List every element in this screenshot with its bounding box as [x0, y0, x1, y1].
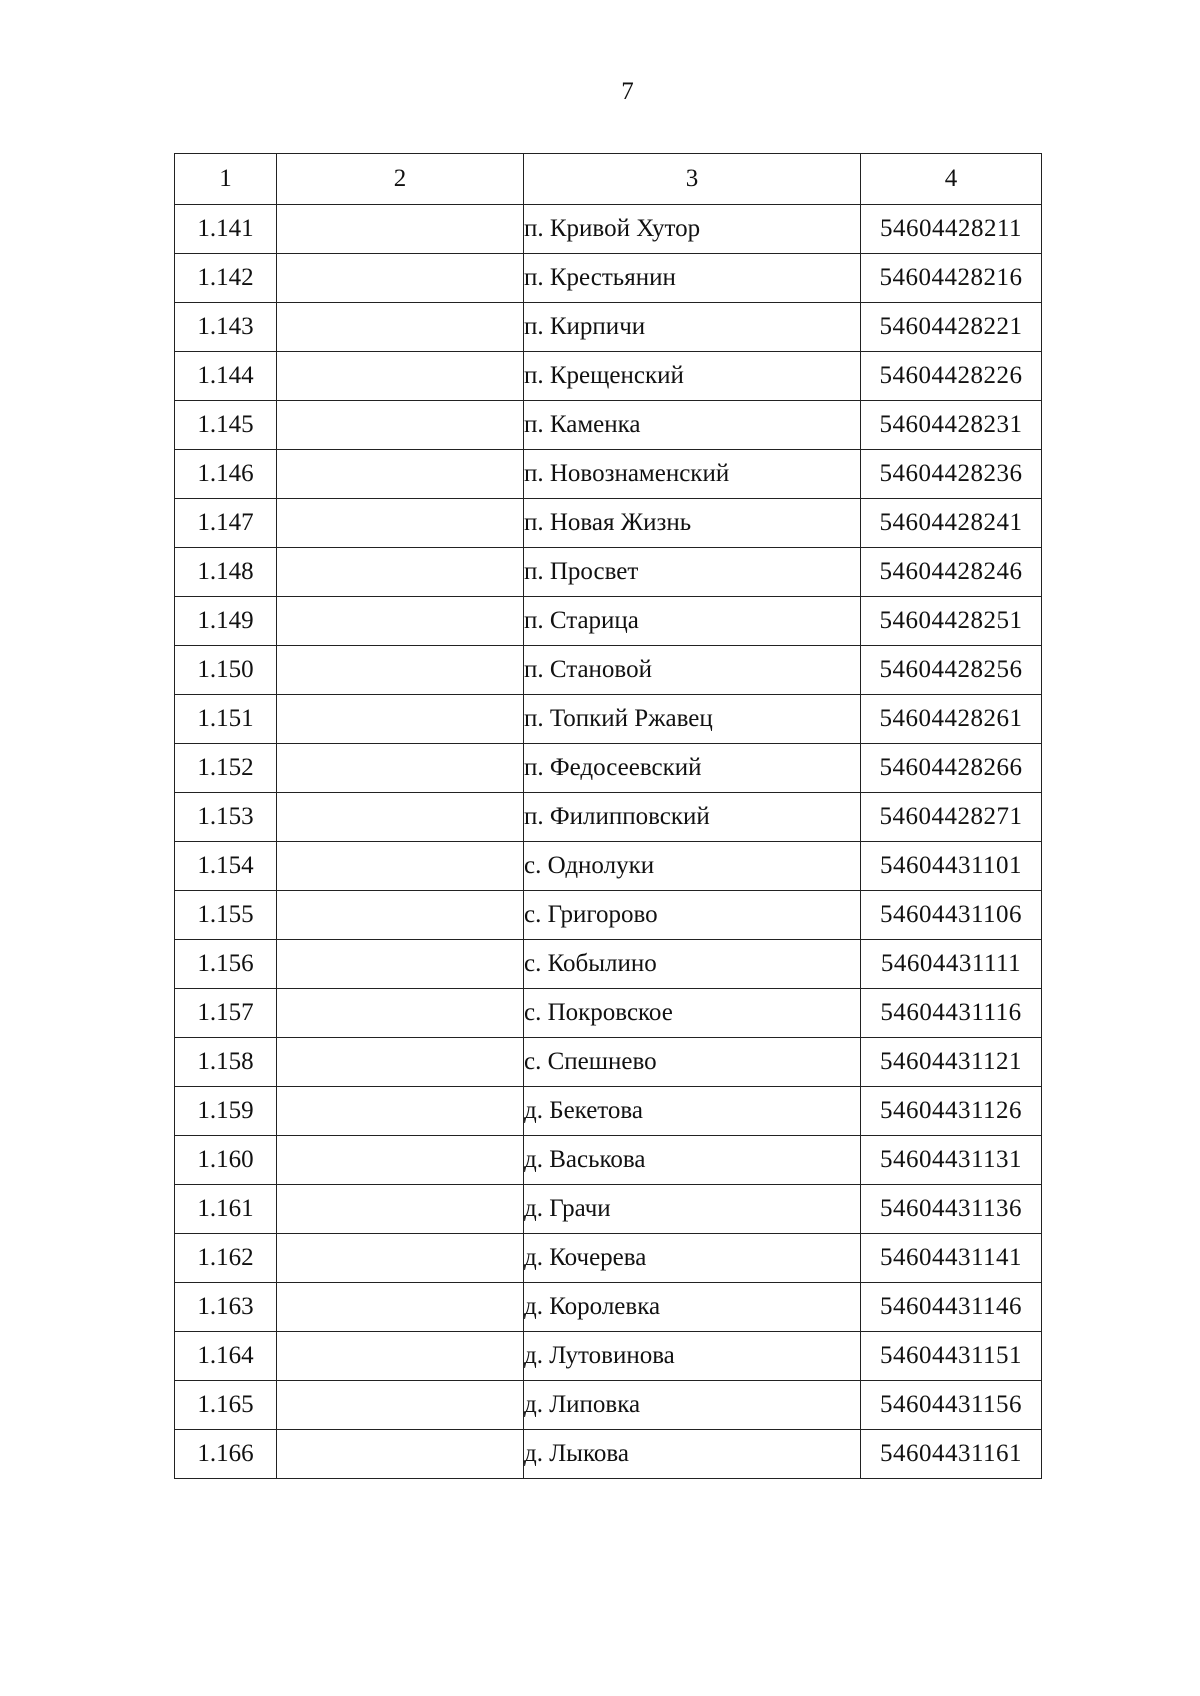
settlement-name-cell: д. Грачи — [524, 1185, 861, 1234]
row-number-cell: 1.156 — [175, 940, 277, 989]
settlement-name-cell: п. Кирпичи — [524, 303, 861, 352]
row-number-cell: 1.151 — [175, 695, 277, 744]
row-number-cell: 1.149 — [175, 597, 277, 646]
oktmo-code-cell: 54604431136 — [861, 1185, 1042, 1234]
empty-cell — [277, 303, 524, 352]
table-row — [175, 303, 1042, 352]
empty-cell — [277, 1283, 524, 1332]
oktmo-code-cell: 54604431106 — [861, 891, 1042, 940]
settlement-name-cell: д. Бекетова — [524, 1087, 861, 1136]
settlement-name-cell: п. Новая Жизнь — [524, 499, 861, 548]
oktmo-code-cell: 54604428256 — [861, 646, 1042, 695]
oktmo-code-cell: 54604431151 — [861, 1332, 1042, 1381]
table-row — [175, 1087, 1042, 1136]
settlement-name-cell: п. Топкий Ржавец — [524, 695, 861, 744]
table-row — [175, 205, 1042, 254]
settlement-name-cell: п. Каменка — [524, 401, 861, 450]
row-number-cell: 1.160 — [175, 1136, 277, 1185]
table-row — [175, 1038, 1042, 1087]
empty-cell — [277, 597, 524, 646]
settlement-name-cell: п. Крестьянин — [524, 254, 861, 303]
row-number-cell: 1.163 — [175, 1283, 277, 1332]
settlement-name-cell: д. Васькова — [524, 1136, 861, 1185]
page-number: 7 — [621, 78, 634, 105]
settlement-name-cell: п. Новознаменский — [524, 450, 861, 499]
oktmo-code-cell: 54604428246 — [861, 548, 1042, 597]
row-number-cell: 1.157 — [175, 989, 277, 1038]
table-row — [175, 450, 1042, 499]
empty-cell — [277, 1430, 524, 1479]
settlement-name-cell: п. Становой — [524, 646, 861, 695]
table-row — [175, 646, 1042, 695]
row-number-cell: 1.148 — [175, 548, 277, 597]
table-row — [175, 695, 1042, 744]
oktmo-code-cell: 54604431111 — [861, 940, 1042, 989]
settlement-name-cell: с. Кобылино — [524, 940, 861, 989]
table-row — [175, 1381, 1042, 1430]
table-row — [175, 989, 1042, 1038]
oktmo-code-cell: 54604428221 — [861, 303, 1042, 352]
empty-cell — [277, 205, 524, 254]
row-number-cell: 1.165 — [175, 1381, 277, 1430]
table-row — [175, 254, 1042, 303]
settlement-name-cell: с. Однолуки — [524, 842, 861, 891]
empty-cell — [277, 1332, 524, 1381]
settlement-name-cell: с. Спешнево — [524, 1038, 861, 1087]
settlement-name-cell: п. Федосеевский — [524, 744, 861, 793]
table-header-row — [175, 154, 1042, 205]
empty-cell — [277, 254, 524, 303]
oktmo-code-cell: 54604431156 — [861, 1381, 1042, 1430]
table-row — [175, 548, 1042, 597]
settlement-name-cell: с. Покровское — [524, 989, 861, 1038]
row-number-cell: 1.153 — [175, 793, 277, 842]
empty-cell — [277, 1185, 524, 1234]
row-number-cell: 1.161 — [175, 1185, 277, 1234]
oktmo-code-cell: 54604428211 — [861, 205, 1042, 254]
empty-cell — [277, 401, 524, 450]
table-body — [175, 205, 1042, 1479]
row-number-cell: 1.166 — [175, 1430, 277, 1479]
column-header-2: 2 — [277, 154, 524, 205]
column-header-3: 3 — [524, 154, 861, 205]
oktmo-code-cell: 54604431131 — [861, 1136, 1042, 1185]
empty-cell — [277, 1381, 524, 1430]
oktmo-code-cell: 54604428231 — [861, 401, 1042, 450]
table-row — [175, 793, 1042, 842]
settlement-name-cell: д. Липовка — [524, 1381, 861, 1430]
settlement-name-cell: п. Крещенский — [524, 352, 861, 401]
table-row — [175, 499, 1042, 548]
table-row — [175, 1430, 1042, 1479]
row-number-cell: 1.152 — [175, 744, 277, 793]
empty-cell — [277, 744, 524, 793]
oktmo-code-cell: 54604428266 — [861, 744, 1042, 793]
empty-cell — [277, 1038, 524, 1087]
table-row — [175, 1185, 1042, 1234]
oktmo-code-cell: 54604428261 — [861, 695, 1042, 744]
settlement-name-cell: п. Просвет — [524, 548, 861, 597]
empty-cell — [277, 940, 524, 989]
oktmo-code-cell: 54604428241 — [861, 499, 1042, 548]
row-number-cell: 1.155 — [175, 891, 277, 940]
row-number-cell: 1.162 — [175, 1234, 277, 1283]
settlement-name-cell: д. Лыкова — [524, 1430, 861, 1479]
oktmo-code-cell: 54604431141 — [861, 1234, 1042, 1283]
table-row — [175, 1136, 1042, 1185]
table-row — [175, 352, 1042, 401]
table-row — [175, 744, 1042, 793]
table-row — [175, 891, 1042, 940]
oktmo-code-cell: 54604428216 — [861, 254, 1042, 303]
table-row — [175, 842, 1042, 891]
oktmo-code-cell: 54604431126 — [861, 1087, 1042, 1136]
table-row — [175, 1332, 1042, 1381]
row-number-cell: 1.141 — [175, 205, 277, 254]
oktmo-code-cell: 54604431116 — [861, 989, 1042, 1038]
oktmo-code-cell: 54604428251 — [861, 597, 1042, 646]
settlement-name-cell: с. Григорово — [524, 891, 861, 940]
settlement-name-cell: п. Филипповский — [524, 793, 861, 842]
empty-cell — [277, 989, 524, 1038]
empty-cell — [277, 1087, 524, 1136]
settlements-table — [174, 153, 1042, 1479]
table-row — [175, 401, 1042, 450]
empty-cell — [277, 891, 524, 940]
oktmo-code-cell: 54604431121 — [861, 1038, 1042, 1087]
row-number-cell: 1.154 — [175, 842, 277, 891]
oktmo-code-cell: 54604428226 — [861, 352, 1042, 401]
row-number-cell: 1.142 — [175, 254, 277, 303]
settlement-name-cell: п. Старица — [524, 597, 861, 646]
empty-cell — [277, 793, 524, 842]
settlement-name-cell: п. Кривой Хутор — [524, 205, 861, 254]
empty-cell — [277, 1136, 524, 1185]
row-number-cell: 1.147 — [175, 499, 277, 548]
settlement-name-cell: д. Кочерева — [524, 1234, 861, 1283]
table-row — [175, 940, 1042, 989]
settlement-name-cell: д. Королевка — [524, 1283, 861, 1332]
row-number-cell: 1.145 — [175, 401, 277, 450]
empty-cell — [277, 548, 524, 597]
row-number-cell: 1.158 — [175, 1038, 277, 1087]
empty-cell — [277, 842, 524, 891]
table-row — [175, 1234, 1042, 1283]
oktmo-code-cell: 54604428236 — [861, 450, 1042, 499]
column-header-4: 4 — [861, 154, 1042, 205]
row-number-cell: 1.150 — [175, 646, 277, 695]
row-number-cell: 1.146 — [175, 450, 277, 499]
column-header-1: 1 — [175, 154, 277, 205]
empty-cell — [277, 352, 524, 401]
settlement-name-cell: д. Лутовинова — [524, 1332, 861, 1381]
row-number-cell: 1.143 — [175, 303, 277, 352]
oktmo-code-cell: 54604428271 — [861, 793, 1042, 842]
empty-cell — [277, 499, 524, 548]
empty-cell — [277, 450, 524, 499]
empty-cell — [277, 646, 524, 695]
table-row — [175, 1283, 1042, 1332]
oktmo-code-cell: 54604431146 — [861, 1283, 1042, 1332]
empty-cell — [277, 1234, 524, 1283]
row-number-cell: 1.159 — [175, 1087, 277, 1136]
oktmo-code-cell: 54604431101 — [861, 842, 1042, 891]
oktmo-code-cell: 54604431161 — [861, 1430, 1042, 1479]
empty-cell — [277, 695, 524, 744]
row-number-cell: 1.164 — [175, 1332, 277, 1381]
table-row — [175, 597, 1042, 646]
row-number-cell: 1.144 — [175, 352, 277, 401]
